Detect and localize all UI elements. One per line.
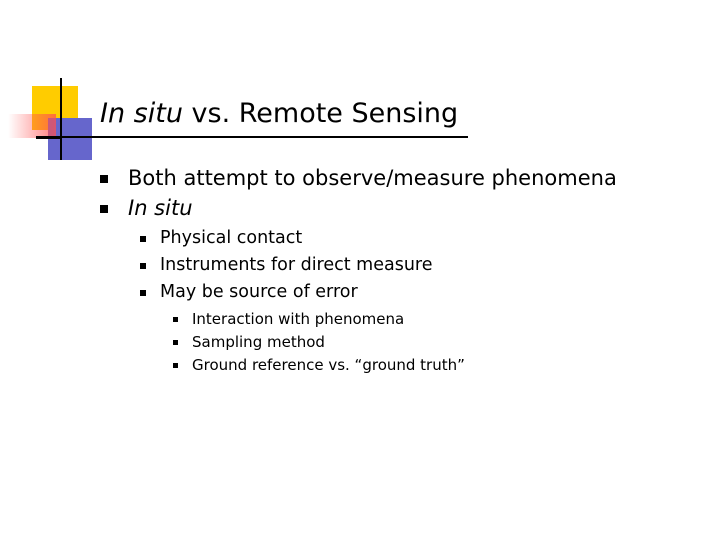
slide-title-rest: vs. Remote Sensing (182, 98, 459, 129)
square-bullet-icon (100, 175, 108, 183)
decor-vertical-line (60, 78, 62, 160)
bullet-list (100, 163, 617, 377)
sub-bullet-item (128, 279, 617, 377)
bullet-item (100, 163, 617, 193)
square-bullet-icon (140, 290, 146, 296)
sub-sub-bullet-item (160, 331, 617, 354)
sub-bullet-text: May be source of error (160, 282, 358, 302)
bullet-item (100, 193, 617, 377)
sub-sub-bullet-text: Sampling method (192, 333, 325, 351)
slide-title (100, 98, 458, 129)
slide-title-italic: In situ (100, 98, 183, 129)
sub-bullet-text: Physical contact (160, 228, 303, 248)
sub-sub-bullet-item (160, 354, 617, 377)
title-underline (36, 136, 468, 138)
sub-bullet-item (128, 252, 617, 279)
bullet-text: In situ (128, 196, 193, 220)
sub-bullet-list (128, 225, 617, 377)
square-bullet-icon (173, 317, 178, 322)
decor-horizontal-accent (36, 136, 62, 139)
sub-sub-bullet-list (160, 308, 617, 377)
square-bullet-icon (140, 236, 146, 242)
sub-sub-bullet-text: Interaction with phenomena (192, 310, 405, 328)
sub-sub-bullet-text: Ground reference vs. “ground truth” (192, 356, 465, 374)
square-bullet-icon (173, 363, 178, 368)
square-bullet-icon (173, 340, 178, 345)
sub-bullet-item (128, 225, 617, 252)
square-bullet-icon (100, 205, 108, 213)
bullet-text: Both attempt to observe/measure phenomena (128, 166, 617, 190)
square-bullet-icon (140, 263, 146, 269)
decor-red-bar (8, 114, 56, 138)
sub-bullet-text: Instruments for direct measure (160, 255, 433, 275)
sub-sub-bullet-item (160, 308, 617, 331)
